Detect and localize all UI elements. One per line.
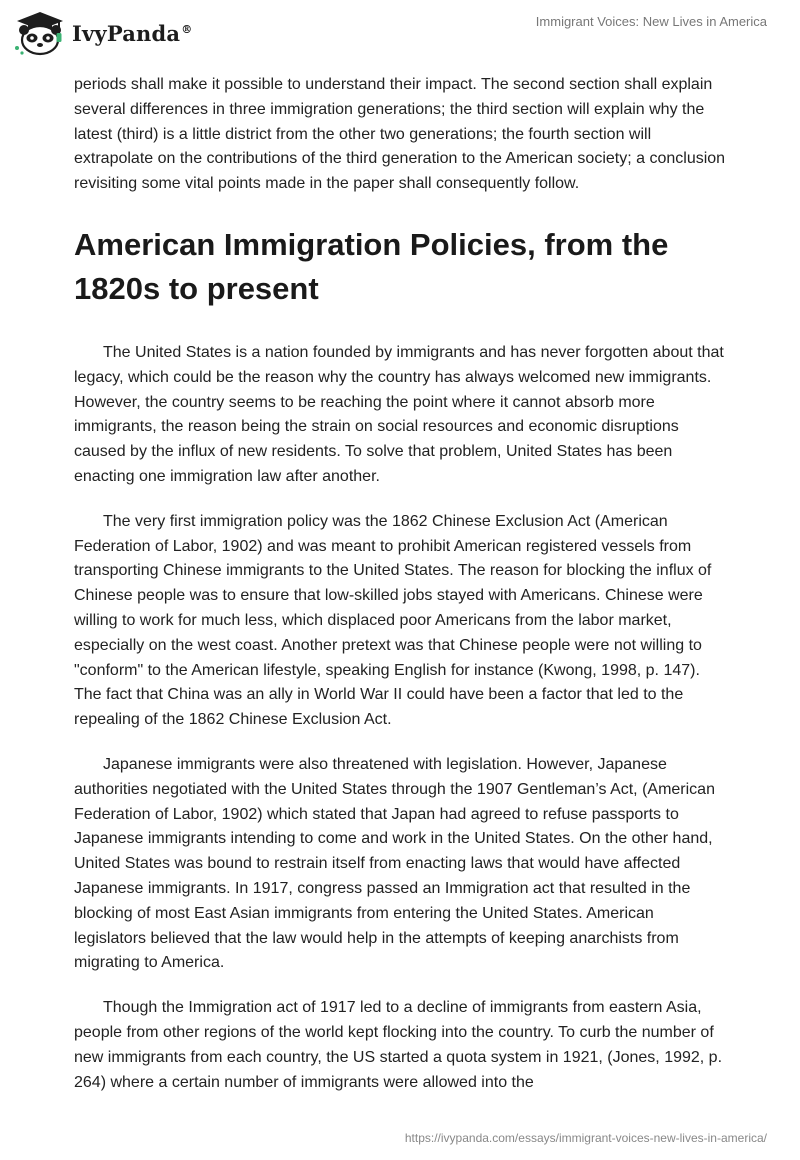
ivypanda-logo[interactable] — [14, 10, 192, 56]
document-title: Immigrant Voices: New Lives in America — [535, 14, 767, 29]
panda-logo-icon — [14, 10, 66, 56]
intro-paragraph: periods shall make it possible to understand their impact. The second section shall explain several differences in three immigration generations; the third section will explain why the latest (third) is a little district from the other two generations; the fourth section will extrapolate on the contributions of the third generation to the American society; a conclusion revisiting some vital points made in the paper shall consequently follow. — [74, 76, 726, 193]
essay-body — [74, 73, 729, 1115]
body-paragraph: Japanese immigrants were also threatened with legislation. However, Japanese authorities negotiated with the United States through the 1907 Gentleman’s Act, (American Federation of Labor, 1902) which stated that Japan had agreed to refuse passports to Japanese immigrants intending to come and work in the United States. On the other hand, United States was bound to restrain itself from enacting laws that would have affected Japanese immigrants. In 1917, congress passed an Immigration act that resulted in the blocking of most East Asian immigrants from entering the United States. American legislators believed that the law would help in the attempts of keeping anarchists from migrating to America. — [74, 755, 715, 972]
body-paragraph: The very first immigration policy was the 1862 Chinese Exclusion Act (American Federation of Labor, 1902) and was meant to prohibit American registered vessels from transporting Chinese immigrants to the United States. The reason for blocking the influx of Chinese people was to ensure that low-skilled jobs stayed with Americans. Chinese were willing to work for much less, which displaced poor Americans from the labor market, especially on the west coast. Another pretext was that Chinese people were not willing to "conform" to the American lifestyle, speaking English for instance (Kwong, 1998, p. 147). The fact that China was an ally in World War II could have been a factor that led to the repealing of the 1862 Chinese Exclusion Act. — [74, 512, 712, 729]
page-header — [0, 0, 800, 70]
brand-name: IvyPanda® — [72, 20, 193, 46]
section-heading: American Immigration Policies, from the 1820s to present — [74, 226, 669, 306]
source-url[interactable]: https://ivypanda.com/essays/immigrant-voices-new-lives-in-america/ — [404, 1131, 767, 1145]
body-paragraph: The United States is a nation founded by immigrants and has never forgotten about that legacy, which could be the reason why the country has always welcomed new immigrants. However, the country seems to be reaching the point where it cannot absorb more immigrants, the reason being the strain on social resources and economic disruptions caused by the influx of new residents. To solve that problem, United States has been enacting one immigration law after another. — [74, 343, 724, 485]
body-paragraph: Though the Immigration act of 1917 led to a decline of immigrants from eastern Asia, people from other regions of the world kept flocking into the country. To curb the number of new immigrants from each country, the US started a quota system in 1921, (Jones, 1992, p. 264) where a certain number of immigrants were allowed into the — [74, 999, 723, 1091]
